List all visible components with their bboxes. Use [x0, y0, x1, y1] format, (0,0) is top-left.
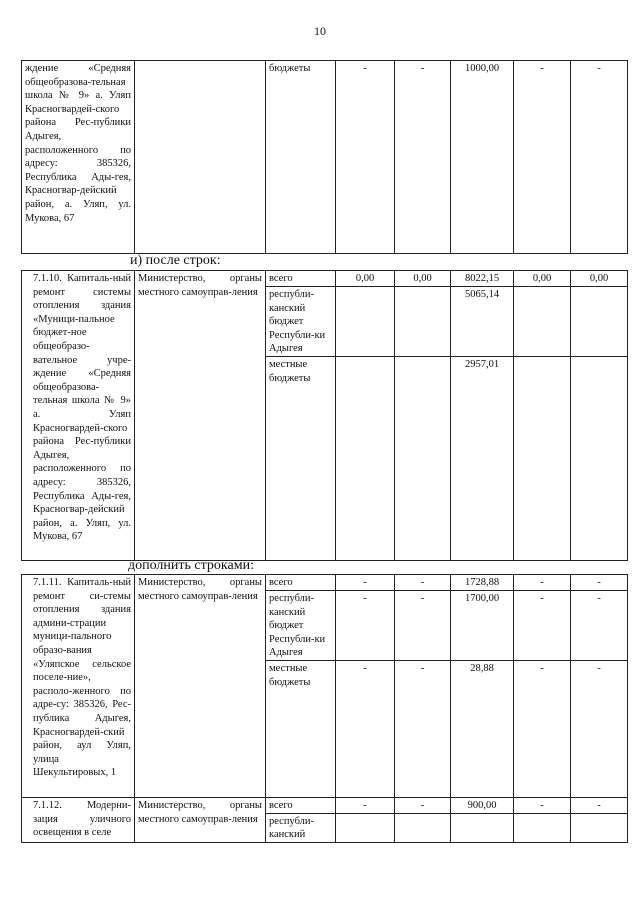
executor-cell: Министерство, органы местного самоуправ-ления — [135, 797, 266, 842]
funding-source: всего — [266, 797, 336, 813]
measure-description: 7.1.11. Капиталь-ный ремонт си-стемы отопления здания админи-страции муници-пального образо-вания «Уляпское сельское поселе-ние», располо-женного по адре-су: 385326, Рес-публика Адыгея, Красногвардей-ский район, аул Уляп, улица Шекультировых, 1 — [22, 575, 135, 798]
value-cell: 900,00 — [451, 797, 514, 813]
value-cell: - — [395, 591, 451, 661]
table-row — [22, 271, 628, 287]
funding-source: всего — [266, 271, 336, 287]
funding-source: местные бюджеты — [266, 356, 336, 560]
table-row — [22, 575, 628, 591]
funding-source: республи-канский бюджет Республи-ки Адыгея — [266, 287, 336, 357]
budget-table-new-items — [21, 574, 628, 843]
section-label-add-rows: дополнить строками: — [128, 558, 254, 573]
funding-source: местные бюджеты — [266, 660, 336, 797]
value-cell — [395, 813, 451, 842]
value-cell: - — [395, 660, 451, 797]
value-cell: - — [514, 797, 571, 813]
section-label-after-rows: и) после строк: — [130, 253, 221, 268]
measure-description: ждение «Средняя общеобразова-тельная школа № 9» а. Уляп Красногвардей-ского района Рес-публики Адыгея, расположенного по адресу: 385326, Республика Ады-гея, Красногвар-дейский район, а. Уляп, ул. Мукова, 67 — [22, 61, 135, 254]
value-cell: - — [514, 575, 571, 591]
value-cell: - — [336, 575, 395, 591]
value-cell: - — [514, 591, 571, 661]
measure-description: 7.1.12. Модерни-зация уличного освещения в селе — [22, 797, 135, 842]
executor-cell: Министерство, органы местного самоуправ-ления — [135, 575, 266, 798]
budget-table-continuation — [21, 60, 628, 254]
value-cell — [395, 287, 451, 357]
value-cell: - — [395, 575, 451, 591]
measure-description: 7.1.10. Капиталь-ный ремонт системы отопления здания «Муници-пальное бюджет-ное общеобразо-вательное учре-ждение «Средняя общеобразова-тельная школа № 9» а. Уляп Красногвардей-ского района Рес-публики Адыгея, расположенного по адресу: 385326, Республика Ады-гея, Красногвар-дейский район, а. Уляп, ул. Мукова, 67 — [22, 271, 135, 561]
table-row — [22, 797, 628, 813]
value-cell: - — [571, 591, 628, 661]
value-cell: 1728,88 — [451, 575, 514, 591]
page-number: 10 — [314, 24, 326, 38]
value-cell: 0,00 — [514, 271, 571, 287]
value-cell: - — [336, 61, 395, 254]
value-cell: - — [336, 591, 395, 661]
value-cell: - — [395, 61, 451, 254]
value-cell: - — [571, 797, 628, 813]
value-cell: - — [336, 660, 395, 797]
funding-source: республи-канский бюджет Республи-ки Адыгея — [266, 591, 336, 661]
value-cell: 28,88 — [451, 660, 514, 797]
value-cell: 1700,00 — [451, 591, 514, 661]
value-cell: - — [395, 797, 451, 813]
value-cell: - — [514, 61, 571, 254]
value-cell — [451, 813, 514, 842]
value-cell: - — [336, 797, 395, 813]
executor-cell: Министерство, органы местного самоуправ-ления — [135, 271, 266, 561]
value-cell: 0,00 — [395, 271, 451, 287]
value-cell: - — [514, 660, 571, 797]
funding-source: республи-канский — [266, 813, 336, 842]
value-cell — [514, 813, 571, 842]
value-cell: 8022,15 — [451, 271, 514, 287]
value-cell — [571, 356, 628, 560]
value-cell: - — [571, 660, 628, 797]
value-cell: 2957,01 — [451, 356, 514, 560]
value-cell: 1000,00 — [451, 61, 514, 254]
funding-source: бюджеты — [266, 61, 336, 254]
funding-source: всего — [266, 575, 336, 591]
value-cell — [336, 356, 395, 560]
value-cell — [571, 287, 628, 357]
value-cell — [571, 813, 628, 842]
budget-table-item-7-1-10 — [21, 270, 628, 561]
value-cell: - — [571, 61, 628, 254]
value-cell — [336, 287, 395, 357]
value-cell — [336, 813, 395, 842]
value-cell: 0,00 — [571, 271, 628, 287]
value-cell — [514, 356, 571, 560]
value-cell: - — [571, 575, 628, 591]
value-cell — [514, 287, 571, 357]
table-row — [22, 61, 628, 254]
value-cell: 0,00 — [336, 271, 395, 287]
executor-cell — [135, 61, 266, 254]
value-cell — [395, 356, 451, 560]
value-cell: 5065,14 — [451, 287, 514, 357]
